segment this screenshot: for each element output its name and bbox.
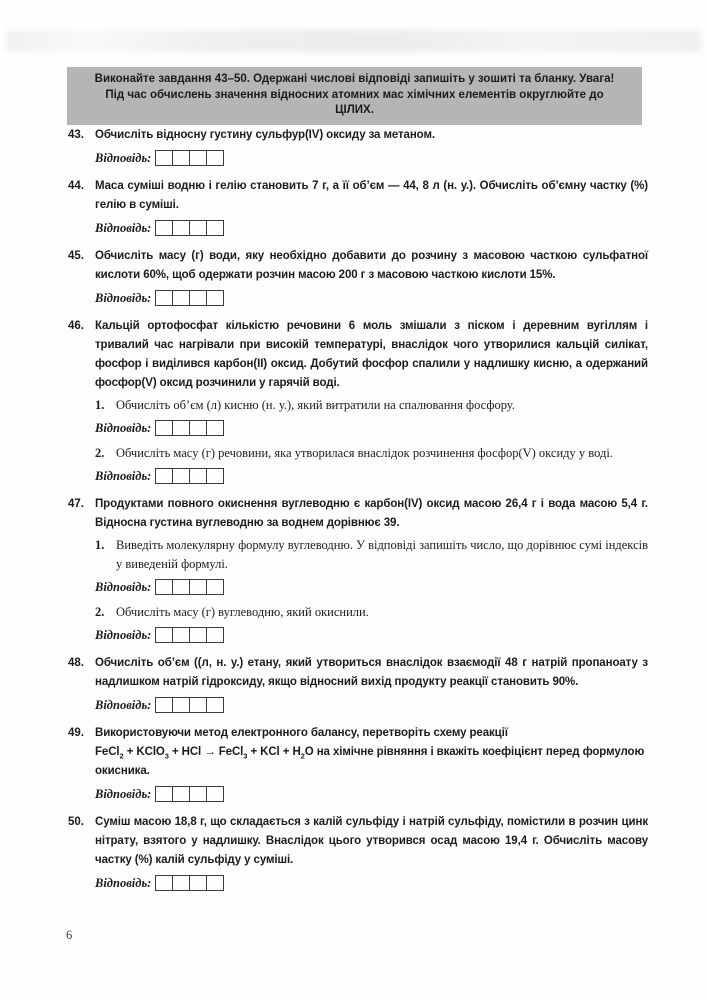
question-number: 45. bbox=[68, 250, 84, 262]
question-item bbox=[68, 495, 648, 651]
answer-row bbox=[95, 289, 648, 307]
answer-cell bbox=[206, 786, 224, 802]
question-text: Обчисліть відносну густину сульфур(IV) оксиду за метаном. bbox=[95, 129, 435, 141]
answer-cell bbox=[189, 468, 207, 484]
subquestion-text: Виведіть молекулярну формулу вуглеводню. У відповіді запишіть число, що дорівнює сумі індексів у виведеній формулі. bbox=[116, 538, 648, 571]
answer-boxes bbox=[155, 468, 224, 484]
subquestion bbox=[95, 396, 648, 415]
answer-row bbox=[95, 696, 648, 714]
answer-cell bbox=[155, 220, 173, 236]
question-number: 43. bbox=[68, 129, 84, 141]
answer-row bbox=[95, 785, 648, 803]
answer-cell bbox=[206, 290, 224, 306]
answer-cell bbox=[189, 786, 207, 802]
answer-cell bbox=[172, 579, 190, 595]
answer-cell bbox=[189, 697, 207, 713]
answer-cell bbox=[189, 420, 207, 436]
answer-boxes bbox=[155, 627, 224, 643]
question-text: Обчисліть об’єм ((л, н. у.) етану, який утвориться внаслідок взаємодії 48 г натрій пропаноату з надлишком натрій гідроксиду, якщо відносний вихід продукту реакції становить 90%. bbox=[95, 657, 648, 688]
question-item bbox=[68, 813, 648, 899]
question-item bbox=[68, 177, 648, 244]
answer-boxes bbox=[155, 697, 224, 713]
question-body bbox=[95, 247, 648, 314]
answer-cell bbox=[172, 468, 190, 484]
answer-cell bbox=[206, 875, 224, 891]
subquestion bbox=[95, 444, 648, 463]
instructions-line-2: Під час обчислень значення відносних атомних мас хімічних елементів округлюйте до ЦІЛИХ. bbox=[105, 88, 604, 116]
answer-label: Відповідь: bbox=[95, 786, 152, 801]
answer-cell bbox=[206, 150, 224, 166]
page-number: 6 bbox=[66, 928, 73, 942]
answer-label: Відповідь: bbox=[95, 150, 152, 165]
answer-cell bbox=[172, 697, 190, 713]
answer-boxes bbox=[155, 220, 224, 236]
question-text-line: Використовуючи метод електронного балансу, перетворіть схему реакції bbox=[95, 727, 508, 739]
answer-label: Відповідь: bbox=[95, 627, 152, 642]
answer-cell bbox=[189, 150, 207, 166]
question-text: Обчисліть масу (г) води, яку необхідно добавити до розчину з масовою часткою сульфатної кислоти 60%, щоб одержати розчин масою 200 г з масовою часткою кислоти 15%. bbox=[95, 250, 648, 281]
answer-cell bbox=[155, 150, 173, 166]
answer-cell bbox=[155, 875, 173, 891]
answer-label: Відповідь: bbox=[95, 875, 152, 890]
answer-cell bbox=[189, 220, 207, 236]
subquestion-number: 1. bbox=[95, 538, 105, 552]
answer-cell bbox=[155, 290, 173, 306]
question-number: 47. bbox=[68, 498, 84, 510]
answer-cell bbox=[189, 290, 207, 306]
question-number: 49. bbox=[68, 727, 84, 739]
answer-row bbox=[95, 219, 648, 237]
subquestion-text: Обчисліть об’єм (л) кисню (н. у.), який витратили на спалювання фосфору. bbox=[116, 398, 515, 412]
subquestion-number: 1. bbox=[95, 398, 105, 412]
question-number: 48. bbox=[68, 657, 84, 669]
answer-label: Відповідь: bbox=[95, 579, 152, 594]
answer-label: Відповідь: bbox=[95, 420, 152, 435]
answer-cell bbox=[155, 697, 173, 713]
subquestion-number: 2. bbox=[95, 605, 105, 619]
answer-cell bbox=[189, 875, 207, 891]
answer-cell bbox=[206, 627, 224, 643]
answer-label: Відповідь: bbox=[95, 290, 152, 305]
question-body bbox=[95, 654, 648, 721]
answer-cell bbox=[172, 150, 190, 166]
subquestion-text: Обчисліть масу (г) речовини, яка утворилася внаслідок розчинення фосфор(V) оксиду у воді. bbox=[116, 446, 613, 460]
answer-cell bbox=[172, 627, 190, 643]
answer-cell bbox=[189, 627, 207, 643]
subquestion bbox=[95, 536, 648, 574]
question-body bbox=[95, 177, 648, 244]
subquestion bbox=[95, 603, 648, 622]
answer-cell bbox=[206, 697, 224, 713]
answer-cell bbox=[172, 290, 190, 306]
answer-boxes bbox=[155, 150, 224, 166]
answer-row bbox=[95, 578, 648, 596]
answer-cell bbox=[172, 875, 190, 891]
answer-cell bbox=[155, 627, 173, 643]
instructions-banner bbox=[67, 67, 642, 125]
answer-cell bbox=[206, 220, 224, 236]
answer-cell bbox=[206, 579, 224, 595]
answer-cell bbox=[155, 786, 173, 802]
answer-label: Відповідь: bbox=[95, 697, 152, 712]
question-text: Маса суміші водню і гелію становить 7 г, а її об’єм — 44, 8 л (н. у.). Обчисліть об’ємну частку (%) гелію в суміші. bbox=[95, 180, 648, 211]
question-body bbox=[95, 126, 648, 174]
answer-cell bbox=[172, 220, 190, 236]
question-body bbox=[95, 724, 648, 810]
answer-boxes bbox=[155, 290, 224, 306]
subquestion-number: 2. bbox=[95, 446, 105, 460]
answer-boxes bbox=[155, 420, 224, 436]
answer-cell bbox=[155, 579, 173, 595]
answer-cell bbox=[206, 468, 224, 484]
formula-subscript: 2 bbox=[300, 751, 305, 761]
answer-label: Відповідь: bbox=[95, 220, 152, 235]
answer-boxes bbox=[155, 875, 224, 891]
question-item bbox=[68, 317, 648, 492]
question-body bbox=[95, 813, 648, 899]
answer-label: Відповідь: bbox=[95, 468, 152, 483]
answer-row bbox=[95, 419, 648, 437]
answer-cell bbox=[189, 579, 207, 595]
answer-cell bbox=[155, 468, 173, 484]
question-number: 46. bbox=[68, 320, 84, 332]
answer-row bbox=[95, 874, 648, 892]
question-body bbox=[95, 317, 648, 492]
formula-subscript: 3 bbox=[164, 751, 169, 761]
questions-list bbox=[68, 126, 648, 902]
answer-boxes bbox=[155, 579, 224, 595]
formula-subscript: 3 bbox=[243, 751, 248, 761]
question-text: Продуктами повного окиснення вуглеводню є карбон(IV) оксид масою 26,4 г і вода масою 5,4 г. Відносна густина вуглеводню за воднем дорівнює 39. bbox=[95, 498, 648, 529]
formula-subscript: 2 bbox=[119, 751, 124, 761]
question-text: Кальцій ортофосфат кількістю речовини 6 моль змішали з піском і деревним вугіллям і тривалий час нагрівали при високій температурі, внаслідок чого утворилися кальцій силікат, фосфор і виділився карбон(II) оксид. Добутий фосфор спалили у надлишку кисню, а одержаний фосфор(V) оксид розчинили у гарячій воді. bbox=[95, 320, 648, 389]
answer-cell bbox=[155, 420, 173, 436]
subquestion-text: Обчисліть масу (г) вуглеводню, який окиснили. bbox=[116, 605, 369, 619]
question-item bbox=[68, 247, 648, 314]
question-number: 44. bbox=[68, 180, 84, 192]
answer-row bbox=[95, 149, 648, 167]
question-item bbox=[68, 126, 648, 174]
instructions-line-1: Виконайте завдання 43–50. Одержані числові відповіді запишіть у зошиті та бланку. Увага! bbox=[94, 73, 615, 85]
answer-boxes bbox=[155, 786, 224, 802]
answer-cell bbox=[206, 420, 224, 436]
question-body bbox=[95, 495, 648, 651]
question-number: 50. bbox=[68, 816, 84, 828]
reaction-scheme: FeCl$_2$ + KClO$_3$ + HCl → FeCl$_3$ + KCl + $H_2O$ на хімічне рівняння і вкажіть коефіцієнт перед формулою окисника. bbox=[95, 746, 645, 777]
answer-row bbox=[95, 626, 648, 644]
question-text bbox=[95, 724, 648, 781]
scan-showthrough-artifact bbox=[6, 30, 701, 52]
answer-row bbox=[95, 467, 648, 485]
question-item bbox=[68, 724, 648, 810]
question-text: Суміш масою 18,8 г, що складається з калій сульфіду і натрій сульфіду, помістили в розчин цинк нітрату, взятого у надлишку. Внаслідок цього утворився осад масою 19,4 г. Обчисліть масову частку (%) калій сульфіду у суміші. bbox=[95, 816, 648, 866]
question-item bbox=[68, 654, 648, 721]
answer-cell bbox=[172, 786, 190, 802]
answer-cell bbox=[172, 420, 190, 436]
